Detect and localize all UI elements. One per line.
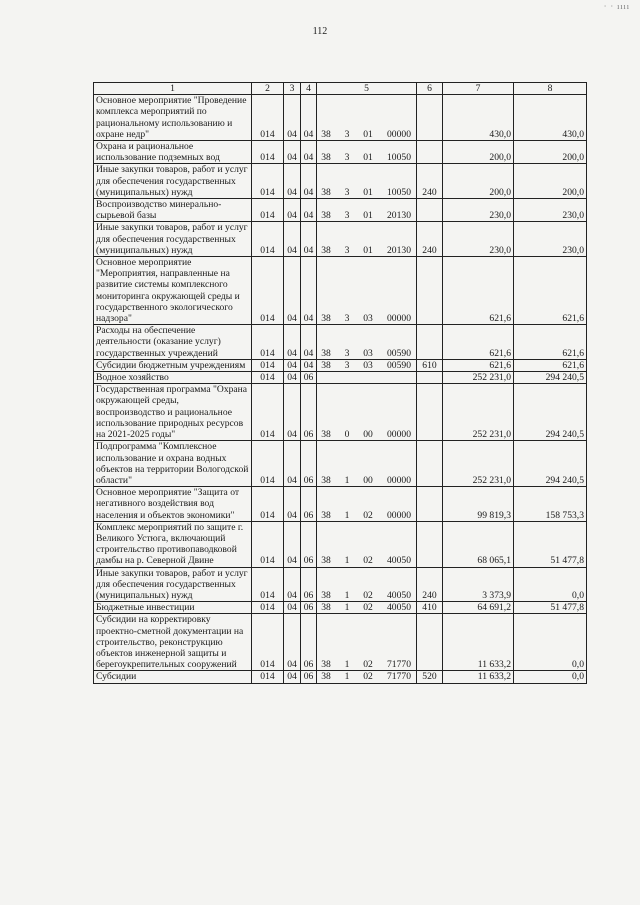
target-program-code: 38	[321, 474, 331, 486]
table-row	[94, 372, 587, 384]
row-amount-year2: 621,6	[514, 257, 587, 325]
row-section-code: 04	[284, 602, 301, 614]
row-name: Комплекс мероприятий по защите г. Великого Устюга, включающий строительство противопаводковой дамбы на р. Северной Двине	[94, 521, 252, 567]
target-program-code: 38	[321, 659, 331, 671]
target-subprogram-code: 1	[344, 671, 350, 683]
row-section-code: 04	[284, 671, 301, 683]
row-amount-year2: 0,0	[514, 567, 587, 602]
row-amount-year1: 621,6	[443, 359, 514, 371]
target-direction-code: 20130	[387, 244, 411, 256]
row-ministry-code: 014	[252, 384, 284, 441]
row-subsection-code: 04	[301, 325, 317, 360]
target-measure-code: 03	[363, 359, 373, 371]
row-section-code: 04	[284, 567, 301, 602]
target-subprogram-code: 3	[344, 152, 350, 164]
table-row	[94, 164, 587, 199]
row-ministry-code: 014	[252, 602, 284, 614]
table-row	[94, 567, 587, 602]
column-header: 1	[94, 83, 252, 95]
table-row	[94, 521, 587, 567]
row-name: Расходы на обеспечение деятельности (оказание услуг) государственных учреждений	[94, 325, 252, 360]
row-name: Воспроизводство минерально-сырьевой базы	[94, 199, 252, 222]
row-name: Основное мероприятие "Защита от негативного воздействия вод населения и объектов экономики"	[94, 487, 252, 522]
row-target-article	[317, 567, 417, 602]
target-direction-code: 10050	[387, 152, 411, 164]
row-expense-type	[417, 521, 443, 567]
row-expense-type: 240	[417, 164, 443, 199]
row-section-code: 04	[284, 222, 301, 257]
row-target-article	[317, 141, 417, 164]
row-section-code: 04	[284, 614, 301, 671]
row-ministry-code: 014	[252, 372, 284, 384]
row-name: Иные закупки товаров, работ и услуг для обеспечения государственных (муниципальных) нужд	[94, 164, 252, 199]
row-target-article	[317, 614, 417, 671]
row-name: Субсидии	[94, 671, 252, 683]
table-row	[94, 614, 587, 671]
target-program-code: 38	[321, 555, 331, 567]
target-subprogram-code: 1	[344, 659, 350, 671]
row-ministry-code: 014	[252, 521, 284, 567]
row-section-code: 04	[284, 199, 301, 222]
table-row	[94, 257, 587, 325]
table-row	[94, 325, 587, 360]
row-section-code: 04	[284, 372, 301, 384]
row-target-article	[317, 359, 417, 371]
target-direction-code: 00000	[387, 429, 411, 441]
row-amount-year2: 230,0	[514, 222, 587, 257]
target-subprogram-code: 3	[344, 210, 350, 222]
scan-corner-mark: · · ıııı	[603, 2, 630, 11]
target-measure-code: 02	[363, 671, 373, 683]
row-subsection-code: 04	[301, 141, 317, 164]
row-amount-year1: 430,0	[443, 95, 514, 141]
row-amount-year1: 200,0	[443, 164, 514, 199]
target-subprogram-code: 3	[344, 313, 350, 325]
row-target-article	[317, 372, 417, 384]
target-direction-code: 40050	[387, 555, 411, 567]
row-section-code: 04	[284, 521, 301, 567]
row-name: Иные закупки товаров, работ и услуг для обеспечения государственных (муниципальных) нужд	[94, 222, 252, 257]
row-section-code: 04	[284, 95, 301, 141]
row-amount-year1: 252 231,0	[443, 384, 514, 441]
table-row	[94, 602, 587, 614]
row-subsection-code: 04	[301, 199, 317, 222]
row-subsection-code: 06	[301, 487, 317, 522]
row-expense-type	[417, 199, 443, 222]
row-ministry-code: 014	[252, 487, 284, 522]
target-program-code: 38	[321, 313, 331, 325]
row-ministry-code: 014	[252, 359, 284, 371]
target-measure-code: 03	[363, 313, 373, 325]
row-name: Субсидии на корректировку проектно-сметной документации на строительство, реконструкцию объектов инженерной защиты и берегоукрепительных сооружений	[94, 614, 252, 671]
row-expense-type	[417, 487, 443, 522]
row-target-article	[317, 222, 417, 257]
target-measure-code: 01	[363, 210, 373, 222]
row-amount-year2: 294 240,5	[514, 384, 587, 441]
row-expense-type	[417, 95, 443, 141]
row-amount-year1: 68 065,1	[443, 521, 514, 567]
row-expense-type	[417, 614, 443, 671]
target-program-code: 38	[321, 347, 331, 359]
row-subsection-code: 06	[301, 567, 317, 602]
target-program-code: 38	[321, 602, 331, 614]
row-name: Основное мероприятие "Мероприятия, направленные на развитие системы комплексного мониторинга окружающей среды и государственного экологического надзора"	[94, 257, 252, 325]
table-row	[94, 441, 587, 487]
target-subprogram-code: 3	[344, 359, 350, 371]
budget-table	[93, 82, 587, 684]
target-direction-code: 00000	[387, 509, 411, 521]
target-direction-code: 40050	[387, 589, 411, 601]
row-subsection-code: 06	[301, 384, 317, 441]
target-direction-code: 40050	[387, 602, 411, 614]
table-row	[94, 671, 587, 683]
row-section-code: 04	[284, 164, 301, 199]
row-amount-year2: 158 753,3	[514, 487, 587, 522]
row-section-code: 04	[284, 384, 301, 441]
row-subsection-code: 06	[301, 614, 317, 671]
target-subprogram-code: 3	[344, 347, 350, 359]
target-subprogram-code: 3	[344, 244, 350, 256]
row-amount-year1: 621,6	[443, 325, 514, 360]
target-measure-code: 02	[363, 509, 373, 521]
row-amount-year1: 11 633,2	[443, 671, 514, 683]
target-direction-code: 00000	[387, 313, 411, 325]
row-target-article	[317, 487, 417, 522]
row-subsection-code: 06	[301, 441, 317, 487]
row-section-code: 04	[284, 141, 301, 164]
row-amount-year2: 621,6	[514, 325, 587, 360]
target-subprogram-code: 1	[344, 474, 350, 486]
column-header: 7	[443, 83, 514, 95]
row-target-article	[317, 441, 417, 487]
row-ministry-code: 014	[252, 95, 284, 141]
row-name: Иные закупки товаров, работ и услуг для обеспечения государственных (муниципальных) нужд	[94, 567, 252, 602]
row-ministry-code: 014	[252, 325, 284, 360]
row-amount-year1: 230,0	[443, 199, 514, 222]
row-section-code: 04	[284, 441, 301, 487]
row-ministry-code: 014	[252, 222, 284, 257]
row-subsection-code: 04	[301, 222, 317, 257]
target-program-code: 38	[321, 244, 331, 256]
row-amount-year2: 200,0	[514, 164, 587, 199]
row-name: Водное хозяйство	[94, 372, 252, 384]
row-ministry-code: 014	[252, 614, 284, 671]
row-ministry-code: 014	[252, 671, 284, 683]
target-program-code: 38	[321, 359, 331, 371]
row-amount-year1: 99 819,3	[443, 487, 514, 522]
row-expense-type: 240	[417, 567, 443, 602]
table-row	[94, 359, 587, 371]
target-program-code: 38	[321, 152, 331, 164]
target-measure-code: 02	[363, 602, 373, 614]
page-number: 112	[312, 26, 328, 37]
row-target-article	[317, 325, 417, 360]
table-row	[94, 487, 587, 522]
row-amount-year1: 3 373,9	[443, 567, 514, 602]
target-subprogram-code: 3	[344, 186, 350, 198]
row-ministry-code: 014	[252, 441, 284, 487]
row-expense-type	[417, 372, 443, 384]
row-amount-year2: 294 240,5	[514, 372, 587, 384]
target-subprogram-code: 1	[344, 555, 350, 567]
target-program-code: 38	[321, 429, 331, 441]
target-program-code: 38	[321, 186, 331, 198]
row-expense-type: 410	[417, 602, 443, 614]
row-target-article	[317, 521, 417, 567]
row-amount-year1: 252 231,0	[443, 441, 514, 487]
row-amount-year1: 11 633,2	[443, 614, 514, 671]
row-expense-type	[417, 141, 443, 164]
row-section-code: 04	[284, 487, 301, 522]
row-name: Подпрограмма "Комплексное использование и охрана водных объектов на территории Вологодской области"	[94, 441, 252, 487]
column-header: 2	[252, 83, 284, 95]
row-amount-year2: 200,0	[514, 141, 587, 164]
target-program-code: 38	[321, 509, 331, 521]
row-target-article	[317, 257, 417, 325]
row-subsection-code: 04	[301, 257, 317, 325]
row-amount-year1: 230,0	[443, 222, 514, 257]
table-row	[94, 384, 587, 441]
row-amount-year2: 430,0	[514, 95, 587, 141]
target-direction-code: 20130	[387, 210, 411, 222]
target-direction-code: 00590	[387, 347, 411, 359]
row-target-article	[317, 384, 417, 441]
target-program-code: 38	[321, 589, 331, 601]
row-expense-type: 520	[417, 671, 443, 683]
row-name: Субсидии бюджетным учреждениям	[94, 359, 252, 371]
row-target-article	[317, 164, 417, 199]
column-header: 6	[417, 83, 443, 95]
target-measure-code: 01	[363, 128, 373, 140]
target-measure-code: 01	[363, 186, 373, 198]
row-subsection-code: 04	[301, 359, 317, 371]
target-direction-code: 10050	[387, 186, 411, 198]
row-amount-year2: 51 477,8	[514, 602, 587, 614]
column-header: 3	[284, 83, 301, 95]
row-amount-year2: 230,0	[514, 199, 587, 222]
row-target-article	[317, 671, 417, 683]
target-direction-code: 00000	[387, 474, 411, 486]
table-body	[94, 95, 587, 683]
row-ministry-code: 014	[252, 199, 284, 222]
row-subsection-code: 06	[301, 372, 317, 384]
table-row	[94, 199, 587, 222]
row-name: Бюджетные инвестиции	[94, 602, 252, 614]
row-amount-year2: 294 240,5	[514, 441, 587, 487]
table-row	[94, 222, 587, 257]
row-amount-year2: 51 477,8	[514, 521, 587, 567]
row-amount-year2: 0,0	[514, 671, 587, 683]
row-target-article	[317, 602, 417, 614]
row-expense-type: 610	[417, 359, 443, 371]
row-expense-type	[417, 384, 443, 441]
row-expense-type: 240	[417, 222, 443, 257]
row-name: Охрана и рациональное использование подземных вод	[94, 141, 252, 164]
column-header: 8	[514, 83, 587, 95]
target-measure-code: 01	[363, 152, 373, 164]
row-target-article	[317, 199, 417, 222]
table-row	[94, 141, 587, 164]
row-subsection-code: 04	[301, 95, 317, 141]
row-amount-year1: 621,6	[443, 257, 514, 325]
row-subsection-code: 06	[301, 602, 317, 614]
row-ministry-code: 014	[252, 164, 284, 199]
row-section-code: 04	[284, 325, 301, 360]
row-ministry-code: 014	[252, 567, 284, 602]
target-direction-code: 00590	[387, 359, 411, 371]
target-program-code: 38	[321, 210, 331, 222]
target-measure-code: 01	[363, 244, 373, 256]
row-ministry-code: 014	[252, 141, 284, 164]
row-name: Основное мероприятие "Проведение комплекса мероприятий по рациональному использованию и охране недр"	[94, 95, 252, 141]
target-measure-code: 00	[363, 429, 373, 441]
row-amount-year2: 621,6	[514, 359, 587, 371]
target-measure-code: 03	[363, 347, 373, 359]
target-measure-code: 00	[363, 474, 373, 486]
row-amount-year1: 200,0	[443, 141, 514, 164]
target-measure-code: 02	[363, 555, 373, 567]
row-amount-year1: 252 231,0	[443, 372, 514, 384]
row-subsection-code: 06	[301, 671, 317, 683]
target-program-code: 38	[321, 128, 331, 140]
target-subprogram-code: 3	[344, 128, 350, 140]
target-subprogram-code: 1	[344, 589, 350, 601]
target-subprogram-code: 1	[344, 602, 350, 614]
table-header-row	[94, 83, 587, 95]
target-subprogram-code: 1	[344, 509, 350, 521]
row-name: Государственная программа "Охрана окружающей среды, воспроизводство и рациональное использование природных ресурсов на 2021-2025 годы"	[94, 384, 252, 441]
row-expense-type	[417, 441, 443, 487]
target-direction-code: 00000	[387, 128, 411, 140]
row-expense-type	[417, 325, 443, 360]
row-section-code: 04	[284, 257, 301, 325]
row-section-code: 04	[284, 359, 301, 371]
row-expense-type	[417, 257, 443, 325]
target-program-code: 38	[321, 671, 331, 683]
target-measure-code: 02	[363, 589, 373, 601]
target-subprogram-code: 0	[344, 429, 350, 441]
row-ministry-code: 014	[252, 257, 284, 325]
column-header: 5	[317, 83, 417, 95]
target-direction-code: 71770	[387, 659, 411, 671]
table-row	[94, 95, 587, 141]
row-amount-year1: 64 691,2	[443, 602, 514, 614]
row-subsection-code: 04	[301, 164, 317, 199]
target-measure-code: 02	[363, 659, 373, 671]
row-subsection-code: 06	[301, 521, 317, 567]
row-target-article	[317, 95, 417, 141]
row-amount-year2: 0,0	[514, 614, 587, 671]
target-direction-code: 71770	[387, 671, 411, 683]
column-header: 4	[301, 83, 317, 95]
